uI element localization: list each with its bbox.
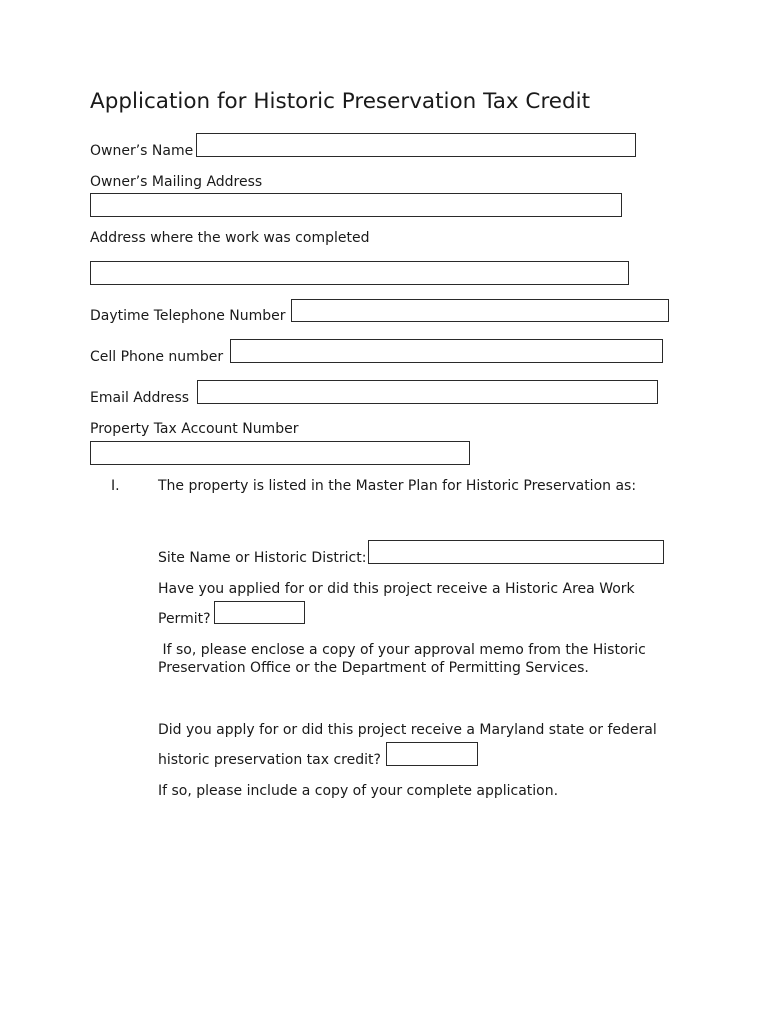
site-name-input[interactable] [369,541,663,563]
email-input[interactable] [198,381,657,403]
hawp-answer-field[interactable] [214,601,305,624]
email-label: Email Address [90,390,190,406]
credit-answer-field[interactable] [386,742,478,766]
daytime-phone-field[interactable] [291,299,669,322]
work-address-label: Address where the work was completed [90,230,370,246]
daytime-phone-input[interactable] [292,301,668,322]
credit-question-cont: historic preservation tax credit? [158,752,381,768]
hawp-answer-input[interactable] [215,603,304,624]
work-address-field[interactable] [90,261,629,285]
owner-name-label: Owner’s Name [90,143,194,159]
daytime-phone-label: Daytime Telephone Number [90,308,286,324]
cell-phone-label: Cell Phone number [90,349,224,365]
hawp-question: Have you applied for or did this project receive a Historic Area Work [158,581,635,597]
tax-account-label: Property Tax Account Number [90,421,299,437]
page-title: Application for Historic Preservation Tax Credit [90,89,591,114]
site-name-field[interactable] [368,540,664,564]
section-heading: The property is listed in the Master Plan for Historic Preservation as: [158,478,637,494]
hawp-note-line2: Preservation Office or the Department of Permitting Services. [158,660,589,676]
cell-phone-field[interactable] [230,339,663,363]
tax-account-input[interactable] [91,442,469,464]
email-field[interactable] [197,380,658,404]
credit-note: If so, please include a copy of your complete application. [158,783,559,799]
credit-answer-input[interactable] [387,743,477,765]
owner-name-input[interactable] [197,134,635,156]
mailing-address-field[interactable] [90,193,622,217]
hawp-note-line1: If so, please enclose a copy of your approval memo from the Historic [158,642,646,658]
mailing-address-input[interactable] [91,194,621,216]
section-numeral: I. [111,478,120,494]
mailing-address-label: Owner’s Mailing Address [90,174,263,190]
site-name-label: Site Name or Historic District: [158,550,367,566]
credit-question: Did you apply for or did this project receive a Maryland state or federal [158,722,657,738]
cell-phone-input[interactable] [231,340,662,362]
owner-name-field[interactable] [196,133,636,157]
hawp-question-cont: Permit? [158,611,211,627]
tax-account-field[interactable] [90,441,470,465]
work-address-input[interactable] [91,262,628,284]
